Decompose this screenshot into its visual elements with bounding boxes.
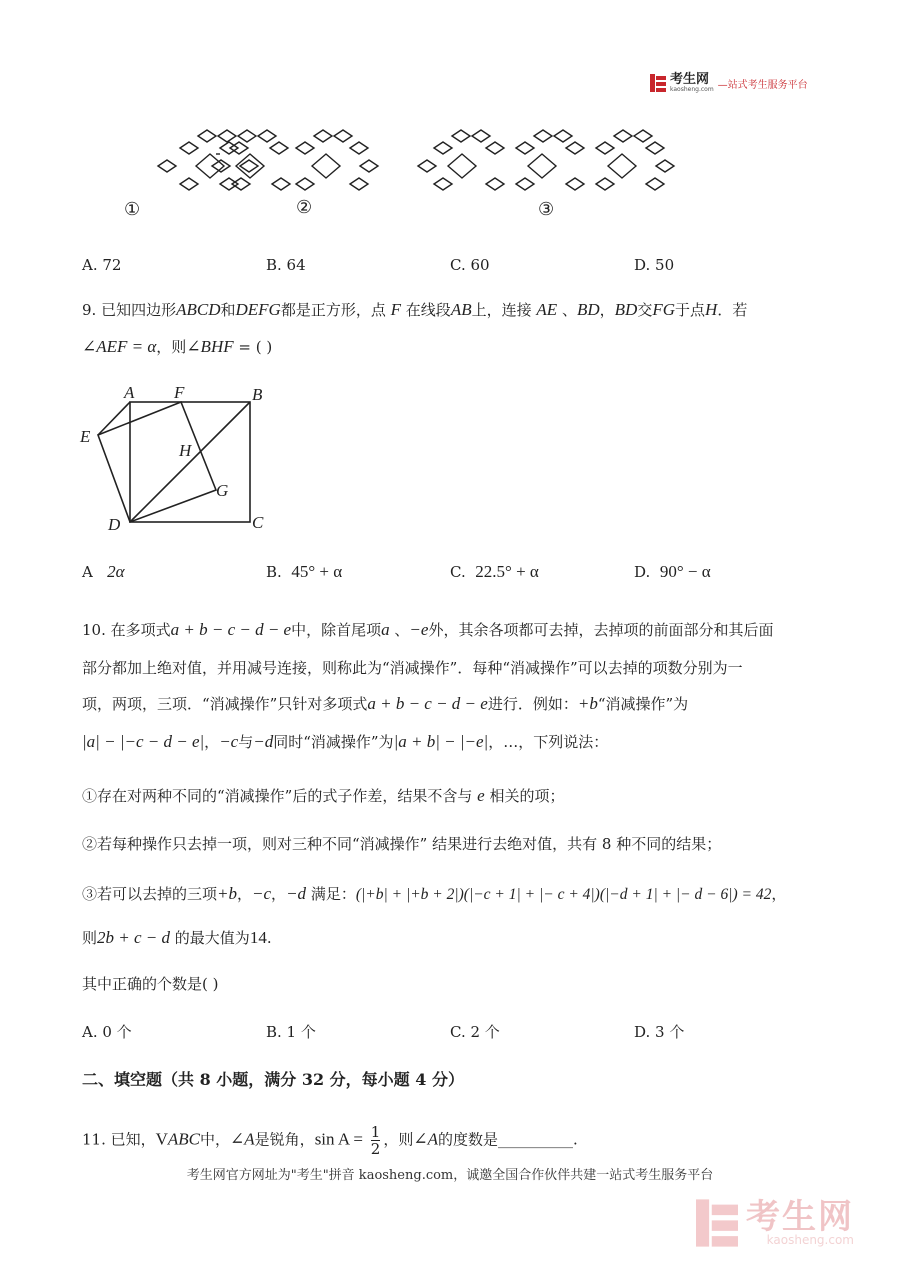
- q8-pattern-figures: [80, 122, 680, 222]
- q9-option-c: C. 22.5° + α: [450, 562, 539, 581]
- logo-domain: kaosheng.com: [670, 85, 714, 93]
- point-label-d: D: [108, 515, 121, 534]
- q10-option-c: C. 2 个: [450, 1023, 500, 1041]
- q10-option-b: B. 1 个: [266, 1023, 316, 1041]
- diagonal-bd: [130, 402, 250, 522]
- point-label-c: C: [252, 513, 264, 532]
- kaosheng-logo-icon: [650, 74, 666, 92]
- q9-stem-line2: ∠AEF = α，则∠BHF = ( ): [82, 337, 273, 356]
- q9-option-a: A 2α: [82, 562, 125, 581]
- point-label-a: A: [124, 383, 135, 402]
- q10-line4: |a| − |−c − d − e|，−c与−d同时“消减操作”为|a + b| − |−e|，…，下列说法：: [82, 732, 609, 751]
- figure-label-2: ②: [296, 197, 313, 218]
- point-label-h: H: [179, 441, 192, 460]
- q8-option-c: C. 60: [450, 256, 490, 274]
- page-footer: 考生网官方网址为"考生"拼音 kaosheng.com，诚邀全国合作伙伴共建一站式考生服务平台: [186, 1168, 714, 1183]
- q8-option-b: B. 64: [266, 256, 306, 274]
- q11-stem: 11. 已知，VABC中，∠A是锐角，sin A = $\frac{1}{2}$ ，则∠A的度数是__________.: [82, 1123, 578, 1158]
- q10-question: 其中正确的个数是( ): [82, 975, 219, 993]
- point-label-f: F: [174, 383, 185, 402]
- header-logo: [650, 72, 808, 94]
- q10-option-a: A. 0 个: [82, 1023, 132, 1041]
- header-slogan: —站式考生服务平台: [717, 79, 808, 91]
- pattern-figure-3: [418, 130, 674, 190]
- q9-geometry-figure: [78, 380, 278, 535]
- q10-statement-3-cont: 则2b + c − d 的最大值为14.: [82, 928, 272, 947]
- watermark: [696, 1198, 854, 1248]
- square-defg: [98, 402, 216, 522]
- point-label-g: G: [216, 481, 229, 500]
- q10-statement-2: ②若每种操作只去掉一项，则对三种不同“消减操作” 结果进行去绝对值，共有 8 种不同的结果；: [82, 835, 722, 853]
- point-label-e: E: [80, 427, 91, 446]
- fraction-one-half: $\frac{1}{2}$: [370, 1123, 381, 1158]
- figure-label-1: ①: [124, 199, 141, 220]
- q10-line1: 10. 在多项式a + b − c − d − e中，除首尾项a 、−e外，其余各项都可去掉，去掉项的前面部分和其后面: [82, 620, 774, 639]
- q10-statement-3: ③若可以去掉的三项+b，−c，−d 满足：(|+b| + |+b + 2|)(|−c + 1| + |− c + 4|)(|−d + 1| + |− d − 6|) = 42，: [82, 884, 787, 903]
- point-label-b: B: [252, 385, 263, 404]
- segment-ae: [98, 402, 130, 435]
- q9-option-d: D. 90° − α: [634, 562, 711, 581]
- q9-stem-line1: 9. 已知四边形ABCD和DEFG都是正方形，点 F 在线段AB上，连接 AE 、BD，BD交FG于点H．若: [82, 300, 748, 319]
- watermark-brand: 考生网: [746, 1197, 854, 1237]
- q8-option-a: A. 72: [82, 256, 122, 274]
- q8-option-d: D. 50: [634, 256, 675, 274]
- q9-option-b: B. 45° + α: [266, 562, 343, 581]
- q10-statement-1: ①存在对两种不同的“消减操作”后的式子作差，结果不含与 e 相关的项；: [82, 786, 565, 805]
- q10-line3: 项，两项，三项．“消减操作”只针对多项式a + b − c − d − e进行．例如：+b“消减操作”为: [82, 694, 689, 713]
- section-2-heading: 二、填空题（共 8 小题，满分 32 分，每小题 4 分）: [82, 1070, 464, 1089]
- figure-label-3: ③: [538, 199, 555, 220]
- logo-brand: 考生网: [670, 71, 710, 87]
- q10-line2: 部分都加上绝对值，并用减号连接，则称此为“消减操作”．每种“消减操作”可以去掉的项数分别为一: [82, 659, 743, 677]
- watermark-domain: kaosheng.com: [766, 1233, 854, 1247]
- watermark-logo-icon: [696, 1198, 738, 1248]
- q10-option-d: D. 3 个: [634, 1023, 685, 1041]
